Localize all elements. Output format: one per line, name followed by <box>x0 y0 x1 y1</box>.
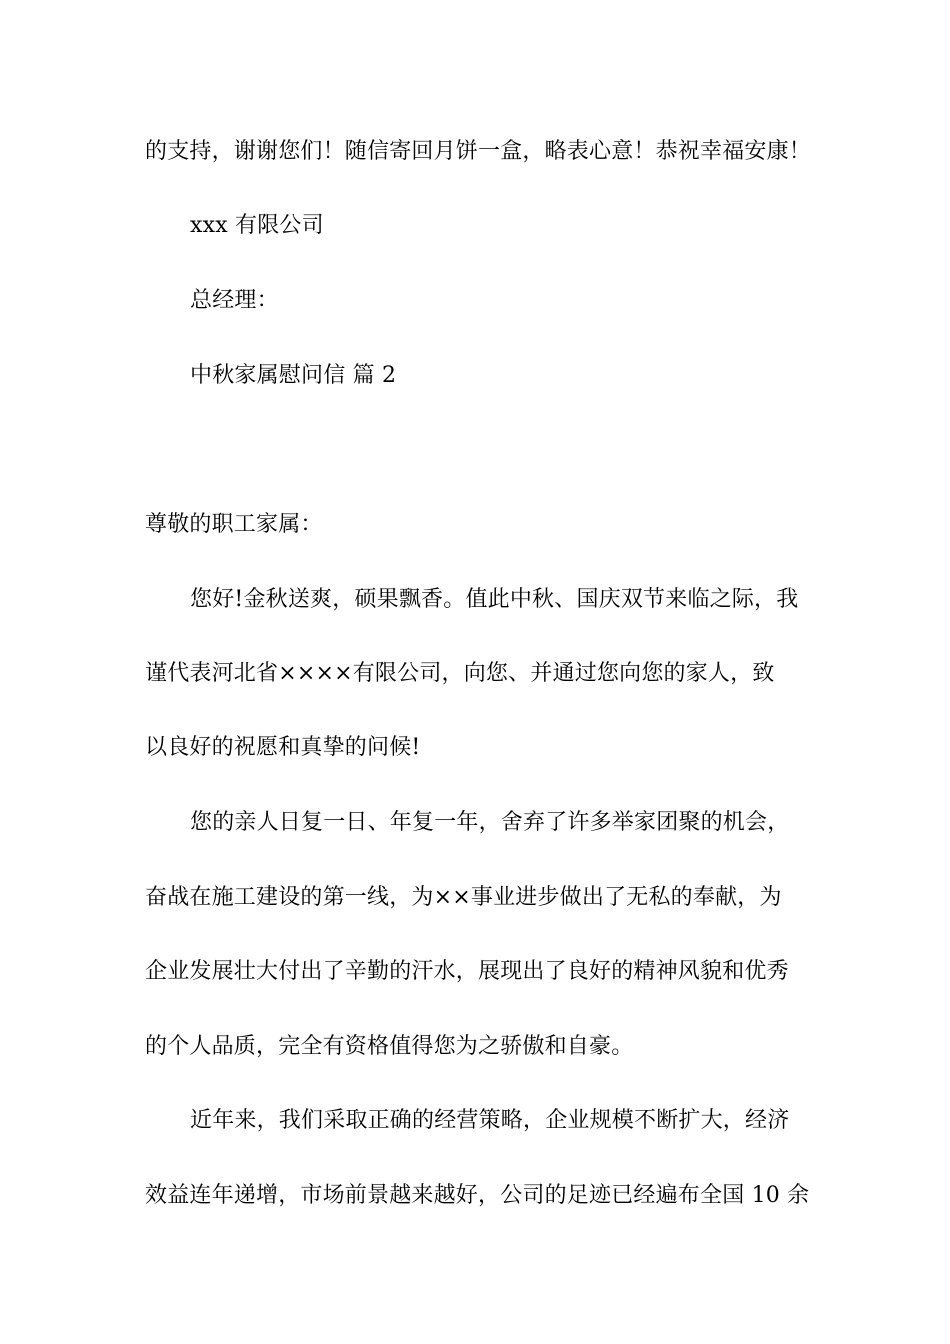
paragraph-3-line-1: 近年来，我们采取正确的经营策略，企业规模不断扩大，经济 <box>190 1108 790 1133</box>
paragraph-2-line-3: 企业发展壮大付出了辛勤的汗水，展现出了良好的精神风貌和优秀 <box>145 959 789 984</box>
closing-line: 的支持，谢谢您们！随信寄回月饼一盒，略表心意！恭祝幸福安康！ <box>145 139 812 164</box>
paragraph-1-line-2: 谨代表河北省××××有限公司，向您、并通过您向您的家人，致 <box>145 661 775 686</box>
manager-signature: 总经理： <box>190 288 279 313</box>
paragraph-2-line-2: 奋战在施工建设的第一线，为××事业进步做出了无私的奉献，为 <box>145 885 782 910</box>
section-title: 中秋家属慰问信 篇 2 <box>190 363 397 388</box>
paragraph-2-line-4: 的个人品质，完全有资格值得您为之骄傲和自豪。 <box>145 1034 634 1059</box>
paragraph-3-line-2: 效益连年递增，市场前景越来越好，公司的足迹已经遍布全国 10 余 <box>145 1183 810 1208</box>
paragraph-2-line-1: 您的亲人日复一日、年复一年，舍弃了许多举家团聚的机会， <box>190 810 790 835</box>
paragraph-1-line-1: 您好!金秋送爽，硕果飘香。值此中秋、国庆双节来临之际，我 <box>190 587 799 612</box>
company-signature: xxx 有限公司 <box>190 213 324 238</box>
paragraph-1-line-3: 以良好的祝愿和真挚的问候! <box>145 735 421 760</box>
salutation: 尊敬的职工家属： <box>145 512 323 537</box>
